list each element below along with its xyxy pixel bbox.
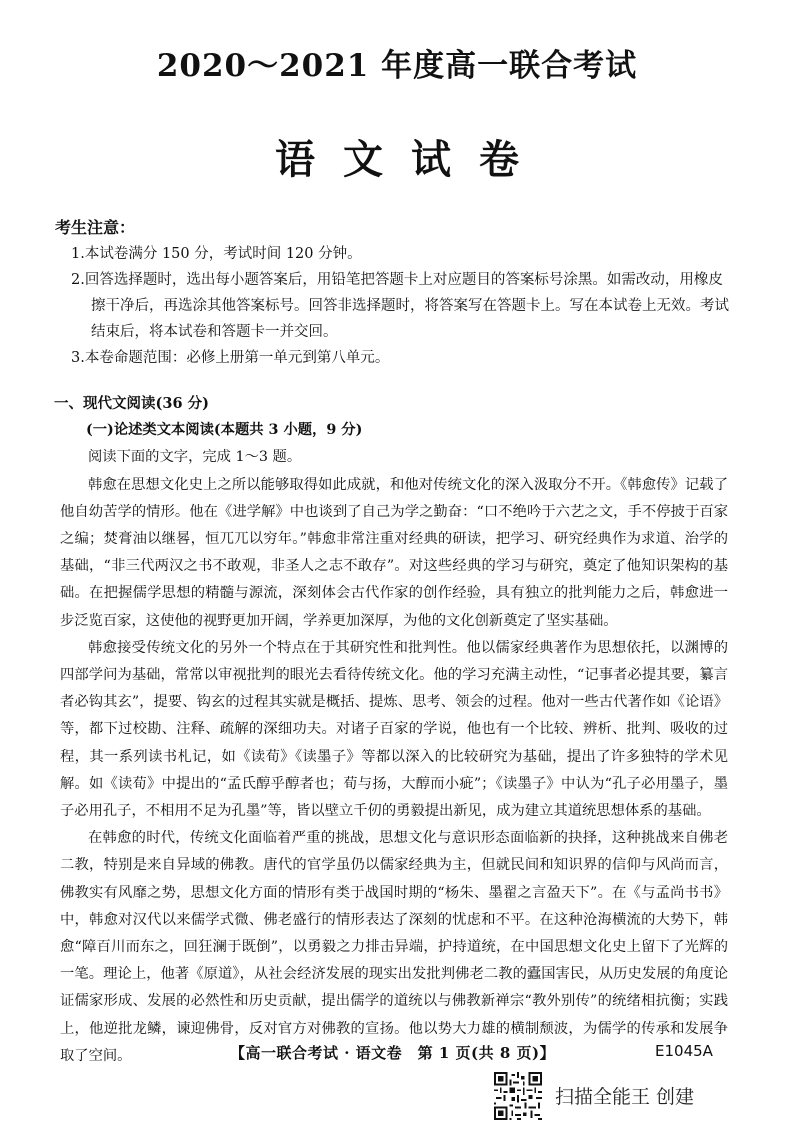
section-heading: 一、现代文阅读(36 分) — [54, 395, 209, 412]
passage-paragraph: 在韩愈的时代，传统文化面临着严重的挑战，思想文化与意识形态面临新的抉择，这种挑战来自佛老二教，特别是来自异域的佛教。唐代的官学虽仍以儒家经典为主，但就民间和知识界的信仰与风尚而言，佛教实有风靡之势，思想文化方面的情形有类于战国时期的“杨朱、墨翟之言盈天下”。在《与孟尚书书》中，韩愈对汉代以来儒学式微、佛老盛行的情形表达了深刻的忧虑和不平。在这种沧海横流的大势下，韩愈“障百川而东之，回狂澜于既倒”，以勇毅之力排击异端，护持道统，在中国思想文化史上留下了光辉的一笔。理论上，他著《原道》，从社会经济发展的现实出发批判佛老二教的蠹国害民，从历史发展的角度论证儒家形成、发展的必然性和历史贡献，提出儒学的道统以与佛教新禅宗“教外别传”的统绪相抗衡；实践上，他逆批龙鳞，谏迎佛骨，反对官方对佛教的宣扬。他以势大力雄的横制颓波，为儒学的传承和发展争取了空间。 — [60, 830, 728, 1064]
subject-title: 语文试卷 — [275, 136, 547, 183]
exam-code: E1045A — [655, 1042, 713, 1060]
notice-item: 1.本试卷满分 150 分，考试时间 120 分钟。 — [71, 246, 362, 262]
notice-heading: 考生注意： — [55, 218, 136, 237]
passage-paragraph: 韩愈在思想文化史上之所以能够取得如此成就，和他对传统文化的深入汲取分不开。《韩愈传》记载了他自幼苦学的情形。他在《进学解》中也谈到了自己为学之勤奋：“口不绝吟于六艺之文，手不停披于百家之编；焚膏油以继晷，恒兀兀以穷年。”韩愈非常注重对经典的研读，把学习、研究经典作为求道、治学的基础，“非三代两汉之书不敢观，非圣人之志不敢存”。对这些经典的学习与研究，奠定了他知识架构的基础。在把握儒学思想的精髓与源流，深刻体会古代作家的创作经验，具有独立的批判能力之后，韩愈进一步泛览百家，这使他的视野更加开阔，学养更加深厚，为他的文化创新奠定了坚实基础。 — [60, 476, 728, 629]
sub-section-heading: (一)论述类文本阅读(本题共 3 小题，9 分) — [86, 422, 363, 439]
footer-page-label: 【高一联合考试 · 语文卷 第 1 页(共 8 页)】 — [230, 1044, 556, 1062]
qr-code-icon — [494, 1072, 542, 1120]
reading-instruction: 阅读下面的文字，完成 1～3 题。 — [88, 449, 302, 466]
exam-title: 2020～2021 年度高一联合考试 — [156, 48, 638, 84]
candidate-notice — [55, 215, 745, 371]
reading-section — [54, 390, 728, 1070]
passage-paragraph: 韩愈接受传统文化的另外一个特点在于其研究性和批判性。他以儒家经典著作为思想依托，以渊博的四部学问为基础，常常以审视批判的眼光去看待传统文化。他的学习充满主动性，“记事者必提其要，纂言者必钩其玄”，提要、钩玄的过程其实就是概括、提炼、思考、领会的过程。他对一些古代著作如《论语》等，都下过校勘、注释、疏解的深细功夫。对诸子百家的学说，他也有一个比较、辨析、批判、吸收的过程，其一系列读书札记，如《读荀》《读墨子》等都以深入的比较研究为基础，提出了许多独特的学术见解。如《读荀》中提出的“孟氏醇乎醇者也；荀与扬，大醇而小疵”；《读墨子》中认为“孔子必用墨子，墨子必用孔子，不相用不足为孔墨”等，皆以壁立千仞的勇毅提出新见，成为建立其道统思想体系的基础。 — [60, 639, 728, 820]
notice-item: 3.本卷命题范围：必修上册第一单元到第八单元。 — [71, 350, 390, 366]
notice-item: 2.回答选择题时，选出每小题答案后，用铅笔把答题卡上对应题目的答案标号涂黑。如需改动，用橡皮擦干净后，再选涂其他答案标号。回答非选择题时，将答案写在答题卡上。写在本试卷上无效。考试结束后，将本试卷和答题卡一并交回。 — [71, 272, 729, 340]
scanner-watermark: 扫描全能王 创建 — [555, 1086, 695, 1108]
